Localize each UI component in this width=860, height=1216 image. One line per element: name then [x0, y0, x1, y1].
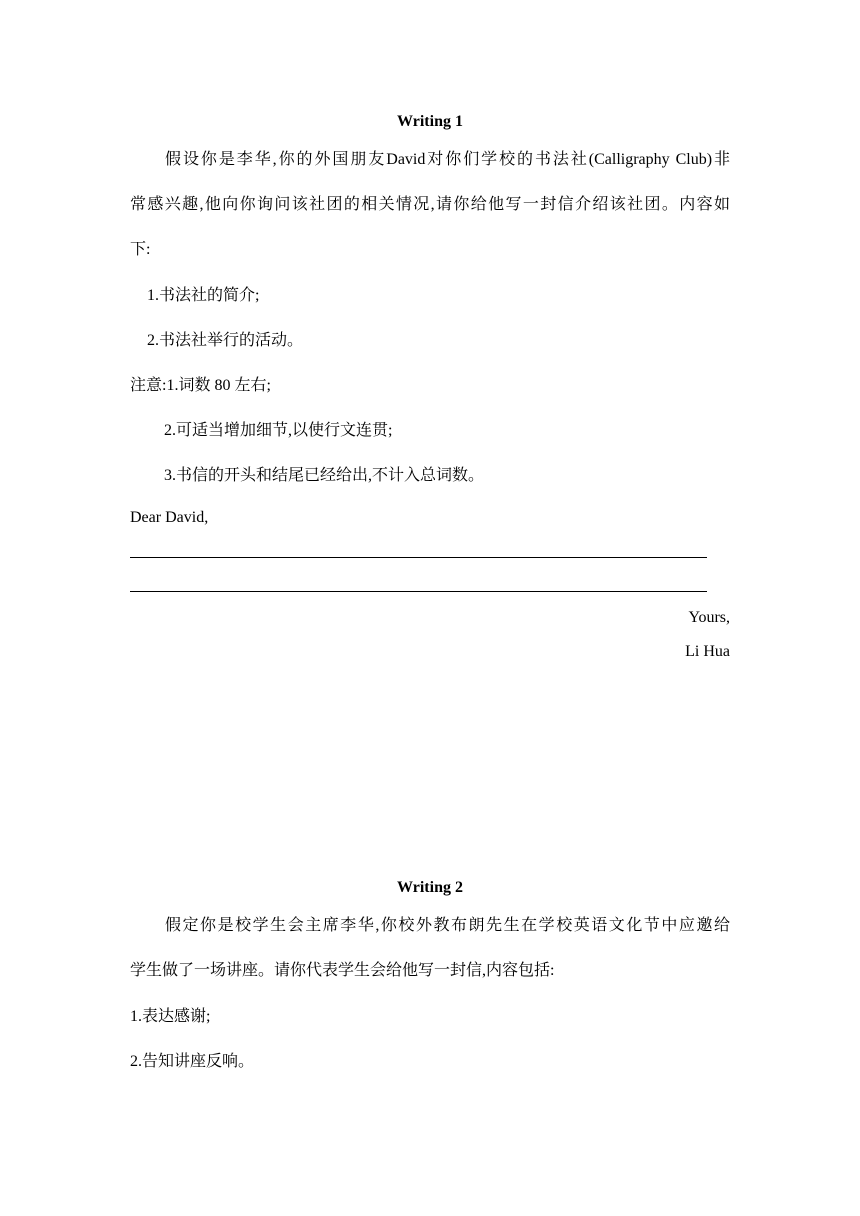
writing2-intro-line1: 假定你是校学生会主席李华,你校外教布朗先生在学校英语文化节中应邀给	[165, 917, 730, 934]
writing2-intro-line2: 学生做了一场讲座。请你代表学生会给他写一封信,内容包括:	[130, 962, 555, 979]
writing2-point-2: 2.告知讲座反响。	[130, 1053, 255, 1070]
writing2-point-1: 1.表达感谢;	[130, 1008, 211, 1025]
writing1-note-2: 2.可适当增加细节,以使行文连贯;	[164, 422, 393, 439]
writing1-intro-line2: 常感兴趣,他向你询问该社团的相关情况,请你给他写一封信介绍该社团。内容如	[130, 196, 730, 213]
writing1-closing: Yours,	[688, 609, 730, 626]
writing1-note-1: 注意:1.词数 80 左右;	[130, 377, 271, 394]
writing1-point-1: 1.书法社的简介;	[147, 287, 260, 304]
writing1-title: Writing 1	[397, 113, 463, 130]
writing1-note-3: 3.书信的开头和结尾已经给出,不计入总词数。	[164, 467, 485, 484]
writing1-intro-line1: 假设你是李华,你的外国朋友David对你们学校的书法社(Calligraphy Club)非	[165, 151, 730, 168]
writing1-signature: Li Hua	[685, 643, 730, 660]
writing1-salutation: Dear David,	[130, 509, 209, 526]
writing2-title: Writing 2	[397, 879, 463, 896]
writing-answer-line-2	[130, 591, 707, 592]
writing1-intro-line3: 下:	[130, 241, 151, 258]
writing1-point-2: 2.书法社举行的活动。	[147, 332, 304, 349]
writing-answer-line-1	[130, 557, 707, 558]
